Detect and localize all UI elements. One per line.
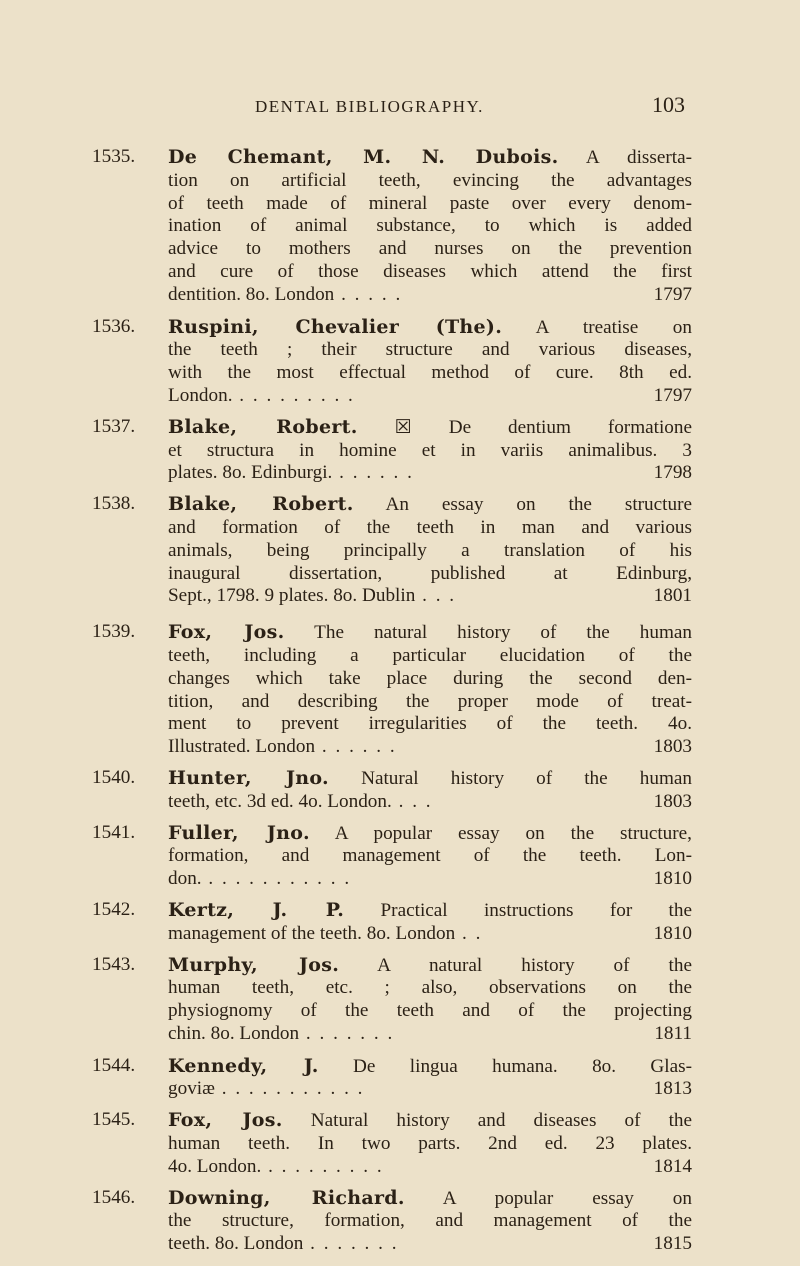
entry-imprint: management of the teeth. 8o. London [168,922,456,944]
entry-imprint: 4o. London. [168,1155,262,1177]
entry-line [168,621,692,645]
entry-last-line [168,385,692,408]
entry-line [168,899,692,923]
entry-author: Ruspini, Chevalier (The). [168,315,503,338]
entry-line [168,1109,692,1133]
entry-line [168,146,692,170]
entry-number: 1538. [92,493,136,515]
entry-last-line [168,1023,692,1046]
entry-author: De Chemant, M. N. Dubois. [168,146,559,168]
entry-last-line [168,1078,692,1101]
entry-line [168,493,692,517]
entry-line [168,822,692,846]
entry-line [168,1000,692,1023]
entry-imprint: goviæ [168,1078,215,1100]
entry-author: Kennedy, J. [168,1054,319,1077]
entry-text: A treatise on [535,316,692,338]
bibliography-entry [92,822,692,891]
entry-line [168,193,692,216]
entry-line [168,316,692,340]
entry-text: A popular essay on [442,1187,692,1209]
leader-dots: . . . [391,790,433,812]
bibliography-entry [92,954,692,1046]
page-header [255,92,685,118]
entry-text: De lingua humana. 8o. Glas- [353,1055,692,1077]
bibliography-entry [92,1187,692,1256]
entry-imprint: Sept., 1798. 9 plates. 8o. Dublin [168,585,416,607]
entry-text: teeth, including a particular elucidation of the [168,644,692,666]
bibliography-entry [92,146,692,307]
entry-line [168,440,692,463]
running-title: DENTAL BIBLIOGRAPHY. [255,97,484,116]
entry-text: ment to prevent irregularities of the teeth. 4o. [168,713,692,735]
entry-number: 1543. [92,953,136,975]
entry-line [168,238,692,261]
entry-line [168,977,692,1000]
entry-line [168,540,692,563]
entry-line [168,845,692,868]
entry-author: Downing, Richard. [168,1186,405,1209]
entry-line [168,416,692,440]
entry-line [168,1187,692,1211]
entry-number: 1541. [92,821,136,843]
entry-imprint: teeth. 8o. London [168,1233,304,1255]
leader-dots: . . . . . . . . . . . [201,868,352,890]
entry-year: 1810 [653,922,692,944]
entry-number: 1537. [92,415,136,437]
entry-line [168,1133,692,1156]
entry-text: animals, being principally a translation of his [168,539,692,561]
entry-last-line [168,284,692,307]
bibliography-entry [92,1109,692,1178]
entry-last-line [168,462,692,485]
entry-year: 1815 [653,1233,692,1255]
page-number: 103 [652,92,685,117]
entry-author: Fox, Jos. [168,1109,283,1132]
entry-line [168,767,692,791]
bibliography-entries [92,146,692,1256]
entry-year: 1797 [653,384,692,406]
entry-text: Practical instructions for the [380,899,692,921]
entry-author: Hunter, Jno. [168,766,329,789]
entry-line [168,362,692,385]
entry-line [168,713,692,736]
bibliography-entry [92,316,692,408]
entry-line [168,954,692,978]
entry-text: with the most effectual method of cure. 8th ed. [168,362,692,384]
bibliography-entry [92,899,692,946]
entry-text: tion on artificial teeth, evincing the advantages [168,169,692,191]
entry-text: et structura in homine et in variis animalibus. 3 [168,439,692,461]
bibliography-entry [92,416,692,485]
entry-text: advice to mothers and nurses on the prevention [168,238,692,260]
entry-number: 1542. [92,898,136,920]
leader-dots: . . . . . [334,283,403,305]
entry-year: 1801 [653,585,692,607]
entry-text: A popular essay on the structure, [334,822,692,844]
leader-dots: . . . . . . . [299,1022,395,1044]
entry-number: 1535. [92,146,136,167]
entry-text: the teeth ; their structure and various diseases, [168,339,692,361]
entry-text: the structure, formation, and management of the [168,1210,692,1232]
bibliography-entry [92,767,692,814]
entry-year: 1803 [653,790,692,812]
entry-last-line [168,868,692,891]
entry-imprint: chin. 8o. London [168,1022,300,1044]
bibliography-entry [92,493,692,608]
entry-number: 1546. [92,1186,136,1208]
entry-number: 1544. [92,1054,136,1076]
entry-line [168,215,692,238]
bibliography-entry [92,621,692,759]
entry-year: 1811 [654,1022,692,1044]
entry-year: 1803 [653,736,692,758]
entry-author: Blake, Robert. [168,493,354,516]
entry-text: The natural history of the human [314,622,693,644]
entry-author: Murphy, Jos. [168,953,340,976]
entry-last-line [168,1156,692,1179]
entry-text: inaugural dissertation, published at Edinburg, [168,562,692,584]
entry-text: ☒ De dentium formatione [394,416,693,438]
entry-text: A disserta- [585,147,692,168]
entry-line [168,563,692,586]
entry-author: Fuller, Jno. [168,821,310,844]
entry-line [168,517,692,540]
entry-text: of teeth made of mineral paste over every denom- [168,192,692,214]
entry-line [168,645,692,668]
entry-year: 1814 [653,1155,692,1177]
entry-imprint: dentition. 8o. London [168,283,335,305]
leader-dots: . . . . . . . [303,1233,399,1255]
entry-text: and formation of the teeth in man and various [168,516,692,538]
entry-line [168,1210,692,1233]
entry-year: 1797 [653,283,692,305]
entry-text: A natural history of the [377,954,692,976]
entry-line [168,1055,692,1079]
leader-dots: . . . . . . [315,736,397,758]
entry-text: Natural history of the human [361,767,693,789]
entry-imprint: London. [168,384,233,406]
entry-line [168,668,692,691]
entry-text: formation, and management of the teeth. Lon- [168,845,692,867]
entry-text: and cure of those diseases which attend the first [168,260,692,282]
entry-line [168,170,692,193]
entry-number: 1539. [92,621,136,643]
leader-dots: . . . . . . . . . [232,384,355,406]
entry-text: physiognomy of the teeth and of the projecting [168,1000,692,1022]
entry-year: 1798 [653,462,692,484]
entry-line [168,691,692,714]
entry-number: 1536. [92,315,136,337]
entry-last-line [168,736,692,759]
leader-dots: . . [455,922,483,944]
leader-dots: . . . [415,585,457,607]
entry-text: An essay on the structure [385,494,692,516]
entry-line [168,261,692,284]
entry-imprint: don. [168,868,202,890]
entry-author: Kertz, J. P. [168,898,345,921]
entry-imprint: teeth, etc. 3d ed. 4o. London. [168,790,392,812]
entry-author: Blake, Robert. [168,415,358,438]
entry-text: human teeth, etc. ; also, observations on the [168,977,692,999]
entry-line [168,339,692,362]
entry-imprint: plates. 8o. Edinburgi. [168,462,333,484]
entry-year: 1813 [653,1078,692,1100]
entry-text: Natural history and diseases of the [310,1110,693,1132]
entry-text: ination of animal substance, to which is added [168,215,692,237]
entry-number: 1545. [92,1109,136,1131]
leader-dots: . . . . . . . . . . . [214,1078,365,1100]
entry-last-line [168,923,692,946]
bibliography-entry [92,1055,692,1102]
entry-text: tition, and describing the proper mode of treat- [168,690,692,712]
entry-last-line [168,791,692,814]
entry-last-line [168,1233,692,1256]
entry-author: Fox, Jos. [168,621,285,644]
entry-imprint: Illustrated. London [168,736,316,758]
entry-text: human teeth. In two parts. 2nd ed. 23 plates. [168,1133,692,1155]
entry-text: changes which take place during the second den- [168,667,692,689]
leader-dots: . . . . . . . . . [261,1155,384,1177]
entry-last-line [168,585,692,608]
leader-dots: . . . . . . [332,462,414,484]
entry-number: 1540. [92,766,136,788]
entry-year: 1810 [653,868,692,890]
